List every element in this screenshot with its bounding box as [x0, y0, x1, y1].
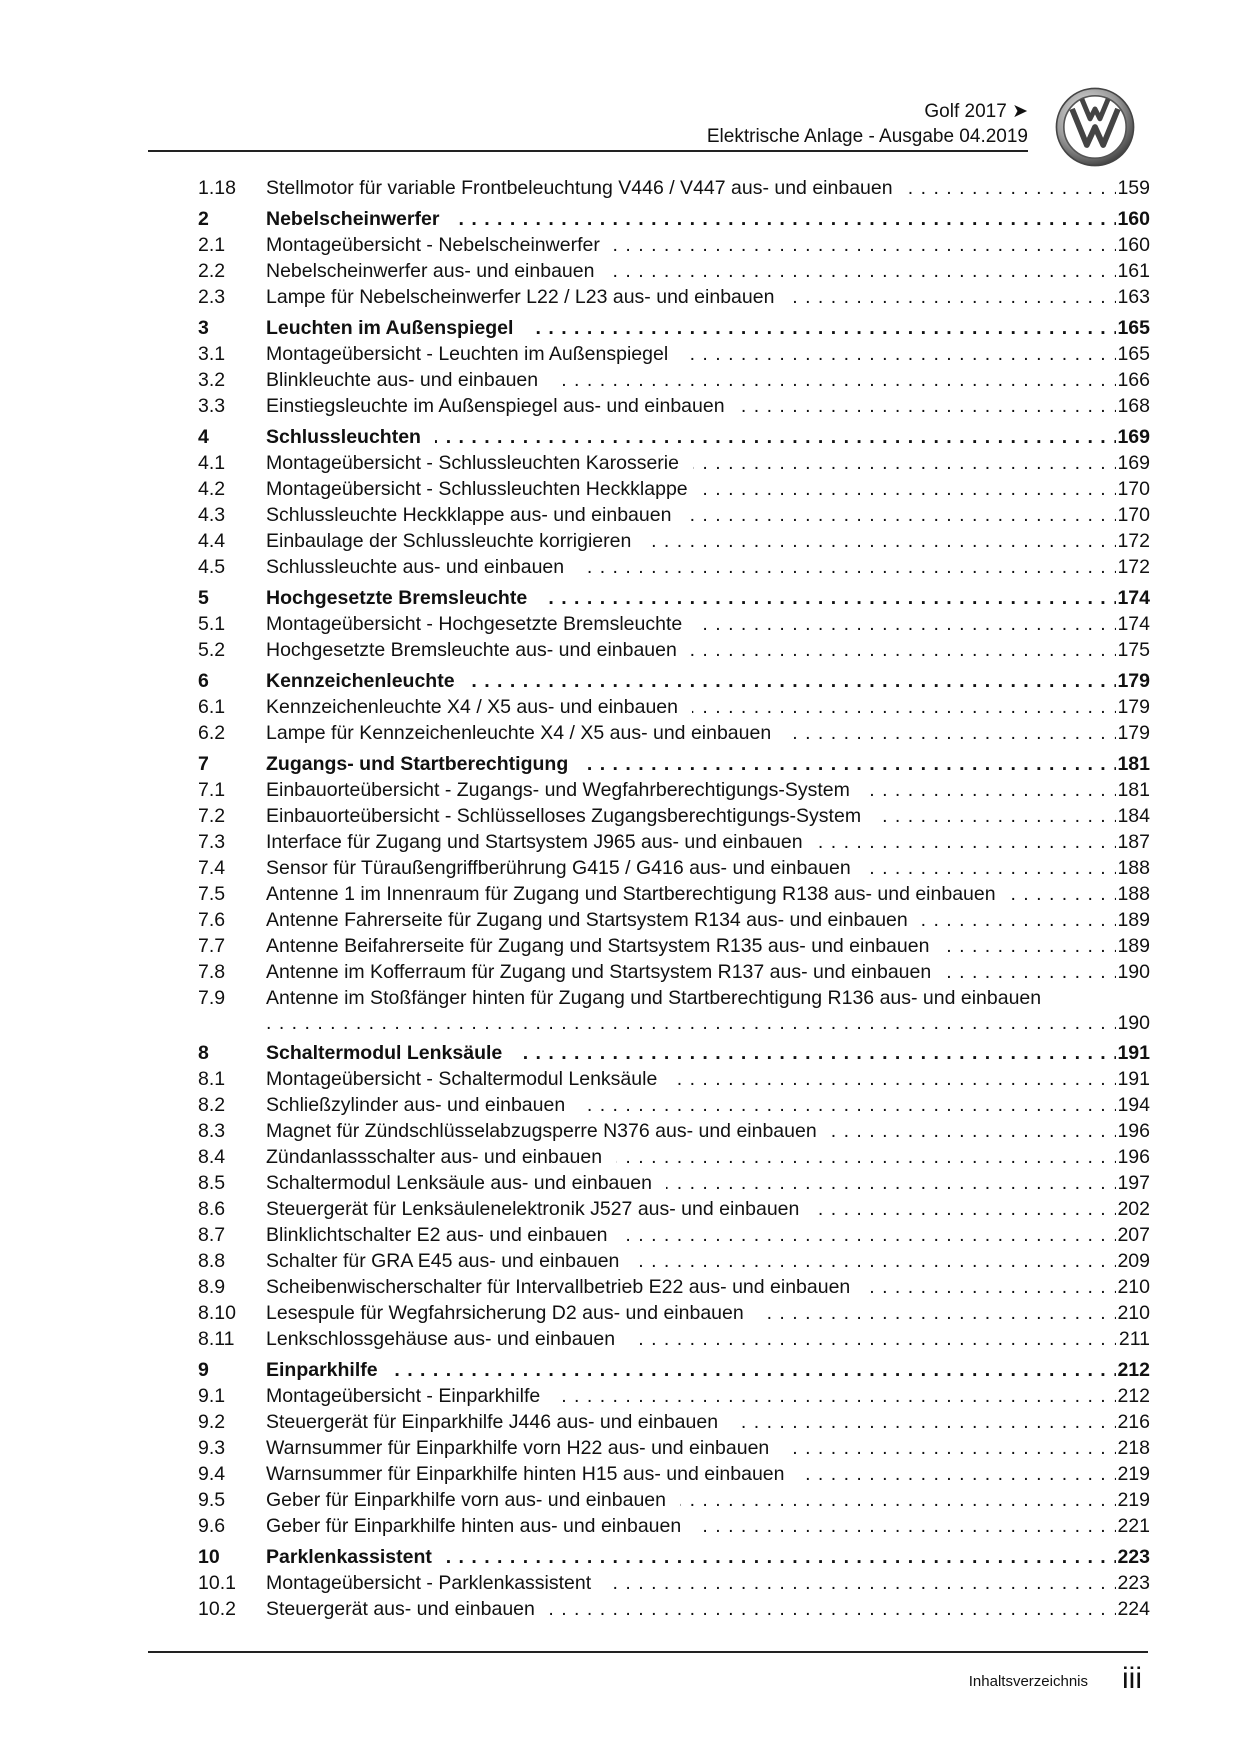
- toc-entry[interactable]: [0, 174, 1240, 200]
- toc-entry-title-wrap: [266, 1276, 1116, 1299]
- toc-entry-number: 4.3: [198, 504, 226, 526]
- toc-entry-page: 224: [1117, 1598, 1150, 1620]
- toc-entry-title-wrap: [266, 317, 1116, 340]
- toc-entry-page: 170: [1117, 504, 1150, 526]
- header-rule: [148, 150, 1028, 152]
- toc-entry-title-wrap: [266, 587, 1116, 610]
- toc-entry-page: 207: [1117, 1224, 1150, 1246]
- toc-entry-page: 179: [1117, 696, 1150, 718]
- toc-chapter-entry[interactable]: [0, 667, 1240, 693]
- toc-entry-title-wrap: [266, 831, 1116, 854]
- toc-entry-title-wrap: [266, 1120, 1116, 1143]
- toc-entry-title: Schalter für GRA E45 aus- und einbauen: [266, 1250, 633, 1272]
- toc-entry-title-wrap: [266, 1042, 1116, 1065]
- toc-entry-title-wrap: [266, 1411, 1116, 1434]
- toc-entry[interactable]: [0, 449, 1240, 475]
- toc-entry-number: 8.2: [198, 1094, 226, 1116]
- toc-entry-title: Kennzeichenleuchte X4 / X5 aus- und einbauen: [266, 696, 692, 718]
- toc-entry-page: 210: [1117, 1276, 1150, 1298]
- toc-entry-page: 210: [1117, 1302, 1150, 1324]
- toc-entry-number: 7.5: [198, 883, 226, 905]
- toc-entry-page: 218: [1117, 1437, 1150, 1459]
- toc-entry-title: Antenne im Stoßfänger hinten für Zugang und Startberechtigung R136 aus- und einbauen: [266, 987, 1042, 1009]
- toc-entry-title-wrap: [266, 1572, 1116, 1595]
- toc-entry-number: 8.10: [198, 1302, 236, 1324]
- toc-entry-title-wrap: [266, 1198, 1116, 1221]
- toc-entry-number: 4.2: [198, 478, 226, 500]
- toc-entry-title-wrap: [266, 556, 1116, 579]
- toc-entry-page: 212: [1117, 1359, 1150, 1381]
- toc-entry-title-wrap: [266, 670, 1116, 693]
- toc-entry-page: 196: [1117, 1146, 1150, 1168]
- toc-entry-number: 10.1: [198, 1572, 236, 1594]
- toc-entry-number: 4.5: [198, 556, 226, 578]
- toc-entry-title: Montageübersicht - Schlussleuchten Heckklappe: [266, 478, 702, 500]
- toc-entry-page: 165: [1117, 317, 1150, 339]
- toc-entry[interactable]: [0, 1143, 1240, 1169]
- toc-entry[interactable]: [0, 1460, 1240, 1486]
- toc-entry-title: Warnsummer für Einparkhilfe vorn H22 aus- und einbauen: [266, 1437, 783, 1459]
- toc-entry[interactable]: [0, 1091, 1240, 1117]
- toc-entry-number: 6.1: [198, 696, 226, 718]
- toc-entry[interactable]: [0, 610, 1240, 636]
- toc-entry-title-wrap: [266, 1515, 1116, 1538]
- toc-entry[interactable]: [0, 828, 1240, 854]
- toc-entry-page: 165: [1117, 343, 1150, 365]
- header-model: Golf 2017 ➤: [924, 101, 1028, 122]
- toc-entry-page: 161: [1117, 260, 1150, 282]
- toc-entry-page: 181: [1117, 753, 1150, 775]
- toc-entry-page: 190: [1117, 961, 1150, 983]
- toc-entry[interactable]: [0, 958, 1240, 984]
- toc-entry-number: 8.6: [198, 1198, 226, 1220]
- toc-entry-title: Hochgesetzte Bremsleuchte aus- und einbauen: [266, 639, 691, 661]
- toc-entry-title-wrap: [266, 234, 1116, 257]
- toc-entry-number: 4: [198, 426, 209, 448]
- toc-entry-title-wrap: [266, 779, 1116, 802]
- toc-entry-number: 4.4: [198, 530, 226, 552]
- toc-entry-page: 187: [1117, 831, 1150, 853]
- toc-entry-page: 159: [1117, 177, 1150, 199]
- toc-entry-page: 172: [1117, 556, 1150, 578]
- toc-entry[interactable]: [0, 693, 1240, 719]
- toc-entry-page: 175: [1117, 639, 1150, 661]
- toc-entry-number: 2.2: [198, 260, 226, 282]
- toc-entry-number: 4.1: [198, 452, 226, 474]
- toc-entry-page: 166: [1117, 369, 1150, 391]
- toc-entry-title: Antenne im Kofferraum für Zugang und Startsystem R137 aus- und einbauen: [266, 961, 945, 983]
- toc-entry-title: Montageübersicht - Schaltermodul Lenksäule: [266, 1068, 671, 1090]
- toc-entry-title-wrap: [266, 909, 1116, 932]
- toc-entry[interactable]: [0, 776, 1240, 802]
- toc-entry-page: 221: [1117, 1515, 1150, 1537]
- toc-entry-number: 8.11: [198, 1328, 235, 1350]
- table-of-contents: [0, 174, 1240, 1621]
- toc-entry-title: Zündanlassschalter aus- und einbauen: [266, 1146, 616, 1168]
- toc-entry-page: 191: [1117, 1068, 1150, 1090]
- toc-entry-page: 188: [1117, 883, 1150, 905]
- toc-entry-title: Nebelscheinwerfer: [266, 208, 453, 230]
- toc-entry-page: 216: [1117, 1411, 1150, 1433]
- toc-entry-page: 219: [1117, 1489, 1150, 1511]
- toc-entry[interactable]: [0, 257, 1240, 283]
- toc-entry[interactable]: [0, 636, 1240, 662]
- toc-entry-page: 184: [1117, 805, 1150, 827]
- toc-entry-title-wrap: [266, 1385, 1116, 1408]
- toc-entry[interactable]: [0, 802, 1240, 828]
- toc-chapter-entry[interactable]: [0, 423, 1240, 449]
- toc-entry-title: Montageübersicht - Schlussleuchten Karosserie: [266, 452, 693, 474]
- toc-entry[interactable]: [0, 1325, 1240, 1351]
- toc-entry-number: 5.2: [198, 639, 226, 661]
- toc-entry-title: Schlussleuchte aus- und einbauen: [266, 556, 578, 578]
- toc-entry-title: Einstiegsleuchte im Außenspiegel aus- und einbauen: [266, 395, 739, 417]
- toc-entry-title: Lampe für Kennzeichenleuchte X4 / X5 aus- und einbauen: [266, 722, 785, 744]
- toc-entry-title: Lenkschlossgehäuse aus- und einbauen: [266, 1328, 629, 1350]
- toc-entry[interactable]: [0, 1299, 1240, 1325]
- toc-chapter-entry[interactable]: [0, 314, 1240, 340]
- toc-entry-title-wrap: [266, 1437, 1116, 1460]
- toc-entry-page: 189: [1117, 909, 1150, 931]
- toc-entry-title: Montageübersicht - Einparkhilfe: [266, 1385, 554, 1407]
- toc-entry-title: Lesespule für Wegfahrsicherung D2 aus- und einbauen: [266, 1302, 758, 1324]
- toc-entry-number: 6.2: [198, 722, 226, 744]
- toc-entry-number: 9.5: [198, 1489, 226, 1511]
- toc-entry-number: 8.5: [198, 1172, 226, 1194]
- toc-entry-title: Schließzylinder aus- und einbauen: [266, 1094, 579, 1116]
- toc-entry-number: 7.1: [198, 779, 226, 801]
- toc-entry-page: 168: [1117, 395, 1150, 417]
- toc-entry-page: 211: [1118, 1328, 1150, 1350]
- toc-entry-page: 172: [1117, 530, 1150, 552]
- toc-entry-title-wrap: [266, 478, 1116, 501]
- toc-entry-number: 5: [198, 587, 209, 609]
- toc-entry-title: Steuergerät für Einparkhilfe J446 aus- und einbauen: [266, 1411, 732, 1433]
- toc-entry[interactable]: [0, 1221, 1240, 1247]
- toc-entry-number: 9.1: [198, 1385, 226, 1407]
- toc-entry-page: 169: [1117, 452, 1150, 474]
- toc-entry-title-wrap: [266, 1068, 1116, 1091]
- toc-entry-title-wrap: [266, 722, 1116, 745]
- toc-entry-title: Antenne Fahrerseite für Zugang und Startsystem R134 aus- und einbauen: [266, 909, 922, 931]
- toc-entry-number: 9.3: [198, 1437, 226, 1459]
- toc-entry-title-wrap: [266, 1172, 1116, 1195]
- toc-entry-title-wrap: [266, 260, 1116, 283]
- toc-entry-page: 170: [1117, 478, 1150, 500]
- toc-entry-title: Antenne 1 im Innenraum für Zugang und Startberechtigung R138 aus- und einbauen: [266, 883, 1010, 905]
- toc-entry-title: Geber für Einparkhilfe hinten aus- und einbauen: [266, 1515, 695, 1537]
- toc-entry-number: 8.1: [198, 1068, 226, 1090]
- toc-entry-number: 7.7: [198, 935, 226, 957]
- toc-entry[interactable]: [0, 854, 1240, 880]
- toc-entry-title-wrap: [266, 452, 1116, 475]
- footer-rule: [148, 1651, 1148, 1653]
- toc-entry-title-wrap: [266, 504, 1116, 527]
- toc-entry[interactable]: [0, 475, 1240, 501]
- toc-entry-page: 179: [1117, 722, 1150, 744]
- toc-entry-page: 196: [1117, 1120, 1150, 1142]
- toc-entry-title-wrap: [266, 639, 1116, 662]
- toc-leader-dots: [266, 1012, 1116, 1035]
- toc-entry-number: 2: [198, 208, 209, 230]
- toc-entry-number: 9: [198, 1359, 209, 1381]
- toc-entry-page: 194: [1117, 1094, 1150, 1116]
- toc-chapter-entry[interactable]: [0, 750, 1240, 776]
- toc-entry-title: Montageübersicht - Nebelscheinwerfer: [266, 234, 614, 256]
- toc-entry-page: 197: [1117, 1172, 1150, 1194]
- toc-entry[interactable]: [0, 283, 1240, 309]
- toc-entry-title: Kennzeichenleuchte: [266, 670, 469, 692]
- toc-entry-number: 10: [198, 1546, 220, 1568]
- toc-entry-title-wrap: [266, 883, 1116, 906]
- toc-entry-number: 7.8: [198, 961, 226, 983]
- toc-entry-title: Montageübersicht - Hochgesetzte Bremsleuchte: [266, 613, 696, 635]
- toc-chapter-entry[interactable]: [0, 1356, 1240, 1382]
- toc-entry-title-wrap: [266, 857, 1116, 880]
- toc-entry-title-wrap: [266, 369, 1116, 392]
- toc-entry-page: 202: [1117, 1198, 1150, 1220]
- toc-entry[interactable]: [0, 1408, 1240, 1434]
- toc-entry-number: 7.4: [198, 857, 226, 879]
- toc-entry-title: Einbauorteübersicht - Zugangs- und Wegfahrberechtigungs-System: [266, 779, 864, 801]
- toc-entry-page: 212: [1117, 1385, 1150, 1407]
- toc-entry-title: Schaltermodul Lenksäule: [266, 1042, 516, 1064]
- toc-entry-number: 8.9: [198, 1276, 226, 1298]
- toc-entry-page: 189: [1117, 935, 1150, 957]
- toc-entry-title: Montageübersicht - Leuchten im Außenspiegel: [266, 343, 682, 365]
- toc-entry-number: 3: [198, 317, 209, 339]
- toc-entry[interactable]: [0, 392, 1240, 418]
- toc-entry-title: Schlussleuchte Heckklappe aus- und einbauen: [266, 504, 685, 526]
- toc-entry[interactable]: [0, 1434, 1240, 1460]
- toc-entry-page: 181: [1117, 779, 1150, 801]
- toc-entry[interactable]: [0, 1273, 1240, 1299]
- toc-entry-title-wrap: [266, 208, 1116, 231]
- toc-entry-number: 3.3: [198, 395, 226, 417]
- toc-entry-page: 160: [1117, 234, 1150, 256]
- toc-entry-page: 223: [1117, 1572, 1150, 1594]
- toc-entry[interactable]: [0, 231, 1240, 257]
- toc-entry-title: Blinklichtschalter E2 aus- und einbauen: [266, 1224, 621, 1246]
- footer-page-number: iii: [1122, 1662, 1142, 1695]
- toc-entry-number: 7.2: [198, 805, 226, 827]
- toc-entry-number: 7.9: [198, 987, 226, 1009]
- toc-entry-title: Leuchten im Außenspiegel: [266, 317, 527, 339]
- toc-entry-number: 10.2: [198, 1598, 236, 1620]
- toc-chapter-entry[interactable]: [0, 205, 1240, 231]
- toc-entry-page: 209: [1117, 1250, 1150, 1272]
- toc-entry-title-wrap: [266, 696, 1116, 719]
- toc-entry-title: Geber für Einparkhilfe vorn aus- und einbauen: [266, 1489, 680, 1511]
- toc-entry[interactable]: [0, 366, 1240, 392]
- toc-entry[interactable]: [0, 719, 1240, 745]
- toc-entry[interactable]: [0, 984, 1240, 1034]
- toc-entry[interactable]: [0, 1569, 1240, 1595]
- toc-entry-title: Steuergerät aus- und einbauen: [266, 1598, 549, 1620]
- toc-entry-title-wrap: [266, 1224, 1116, 1247]
- toc-entry-number: 7: [198, 753, 209, 775]
- toc-entry-number: 2.3: [198, 286, 226, 308]
- toc-entry[interactable]: [0, 1486, 1240, 1512]
- toc-entry[interactable]: [0, 527, 1240, 553]
- toc-entry-number: 3.1: [198, 343, 226, 365]
- toc-entry[interactable]: [0, 1382, 1240, 1408]
- toc-entry[interactable]: [0, 880, 1240, 906]
- toc-entry-page: 188: [1117, 857, 1150, 879]
- toc-entry-title-wrap: [266, 1489, 1116, 1512]
- toc-entry-title-wrap: [266, 286, 1116, 309]
- toc-entry-title-wrap: [266, 1546, 1116, 1569]
- toc-entry-page: 174: [1117, 613, 1150, 635]
- toc-entry-title-wrap: [266, 1146, 1116, 1169]
- toc-entry-title-wrap: [266, 805, 1116, 828]
- toc-entry-title: Interface für Zugang und Startsystem J965 aus- und einbauen: [266, 831, 817, 853]
- toc-entry-title-wrap: [266, 1328, 1116, 1351]
- toc-entry-title: Lampe für Nebelscheinwerfer L22 / L23 aus- und einbauen: [266, 286, 788, 308]
- page-header: [148, 86, 1148, 156]
- toc-entry[interactable]: [0, 1247, 1240, 1273]
- toc-entry-number: 9.6: [198, 1515, 226, 1537]
- footer-label: Inhaltsverzeichnis: [968, 1673, 1088, 1690]
- toc-entry-number: 6: [198, 670, 209, 692]
- toc-entry-number: 9.2: [198, 1411, 226, 1433]
- toc-entry[interactable]: [0, 340, 1240, 366]
- toc-entry-title-wrap: [266, 426, 1116, 449]
- toc-entry[interactable]: [0, 1595, 1240, 1621]
- toc-entry-number: 2.1: [198, 234, 226, 256]
- toc-entry-title: Scheibenwischerschalter für Intervallbetrieb E22 aus- und einbauen: [266, 1276, 864, 1298]
- toc-entry-page: 174: [1117, 587, 1150, 609]
- toc-entry[interactable]: [0, 1195, 1240, 1221]
- toc-entry-number: 3.2: [198, 369, 226, 391]
- toc-entry-title: Zugangs- und Startberechtigung: [266, 753, 582, 775]
- toc-entry-title: Nebelscheinwerfer aus- und einbauen: [266, 260, 608, 282]
- toc-entry-title-wrap: [266, 1250, 1116, 1273]
- toc-chapter-entry[interactable]: [0, 584, 1240, 610]
- toc-entry-page: 163: [1117, 286, 1150, 308]
- toc-entry-page: 190: [1117, 1012, 1150, 1034]
- toc-chapter-entry[interactable]: [0, 1039, 1240, 1065]
- toc-entry-number: 7.3: [198, 831, 226, 853]
- toc-entry[interactable]: [0, 932, 1240, 958]
- header-subtitle: Elektrische Anlage - Ausgabe 04.2019: [706, 126, 1028, 147]
- toc-entry-title-wrap: [266, 935, 1116, 958]
- toc-entry-title: Antenne Beifahrerseite für Zugang und Startsystem R135 aus- und einbauen: [266, 935, 943, 957]
- toc-entry-title-wrap: [266, 395, 1116, 418]
- toc-entry-number: 8.8: [198, 1250, 226, 1272]
- toc-entry-title-wrap: [266, 1094, 1116, 1117]
- toc-entry-title-wrap: [266, 1302, 1116, 1325]
- toc-entry-page: 160: [1117, 208, 1150, 230]
- toc-entry-title: Magnet für Zündschlüsselabzugsperre N376 aus- und einbauen: [266, 1120, 831, 1142]
- toc-entry[interactable]: [0, 553, 1240, 579]
- toc-entry-title: Sensor für Türaußengriffberührung G415 / G416 aus- und einbauen: [266, 857, 865, 879]
- toc-entry-title-wrap: [266, 961, 1116, 984]
- toc-entry-title-wrap: [266, 613, 1116, 636]
- toc-entry-title: Warnsummer für Einparkhilfe hinten H15 aus- und einbauen: [266, 1463, 798, 1485]
- toc-entry-title: Schaltermodul Lenksäule aus- und einbauen: [266, 1172, 666, 1194]
- toc-entry-title: Parklenkassistent: [266, 1546, 446, 1568]
- toc-entry-page: 191: [1117, 1042, 1150, 1064]
- toc-entry-title: Steuergerät für Lenksäulenelektronik J527 aus- und einbauen: [266, 1198, 813, 1220]
- toc-entry-title: Schlussleuchten: [266, 426, 435, 448]
- toc-entry[interactable]: [0, 1065, 1240, 1091]
- toc-entry-page: 219: [1117, 1463, 1150, 1485]
- vw-logo-icon: [1054, 86, 1136, 168]
- toc-entry[interactable]: [0, 1117, 1240, 1143]
- toc-entry-page: 223: [1117, 1546, 1150, 1568]
- toc-entry-page: 179: [1117, 670, 1150, 692]
- toc-entry-title: Einbaulage der Schlussleuchte korrigieren: [266, 530, 645, 552]
- toc-entry[interactable]: [0, 1512, 1240, 1538]
- toc-entry[interactable]: [0, 501, 1240, 527]
- toc-entry[interactable]: [0, 906, 1240, 932]
- toc-entry-title: Montageübersicht - Parklenkassistent: [266, 1572, 605, 1594]
- toc-entry-title-wrap: [266, 1359, 1116, 1382]
- toc-entry-title-wrap: [266, 753, 1116, 776]
- toc-entry-number: 7.6: [198, 909, 226, 931]
- toc-entry-title-wrap: [266, 1598, 1116, 1621]
- toc-entry-number: 8.4: [198, 1146, 226, 1168]
- toc-chapter-entry[interactable]: [0, 1543, 1240, 1569]
- toc-entry-number: 8.3: [198, 1120, 226, 1142]
- toc-entry-title-wrap: [266, 1463, 1116, 1486]
- toc-entry-title-wrap: [266, 177, 1116, 200]
- toc-entry-title: Hochgesetzte Bremsleuchte: [266, 587, 541, 609]
- toc-entry-number: 1.18: [198, 177, 236, 199]
- toc-entry-number: 8: [198, 1042, 209, 1064]
- toc-entry-title: Stellmotor für variable Frontbeleuchtung V446 / V447 aus- und einbauen: [266, 177, 907, 199]
- toc-entry-title-wrap: [266, 343, 1116, 366]
- toc-entry-title: Blinkleuchte aus- und einbauen: [266, 369, 552, 391]
- toc-entry-title-wrap: [266, 530, 1116, 553]
- toc-entry-number: 8.7: [198, 1224, 226, 1246]
- toc-entry-title: Einbauorteübersicht - Schlüsselloses Zugangsberechtigungs-System: [266, 805, 875, 827]
- toc-entry-number: 9.4: [198, 1463, 226, 1485]
- toc-entry[interactable]: [0, 1169, 1240, 1195]
- toc-entry-number: 5.1: [198, 613, 226, 635]
- toc-entry-title: Einparkhilfe: [266, 1359, 392, 1381]
- toc-entry-page: 169: [1117, 426, 1150, 448]
